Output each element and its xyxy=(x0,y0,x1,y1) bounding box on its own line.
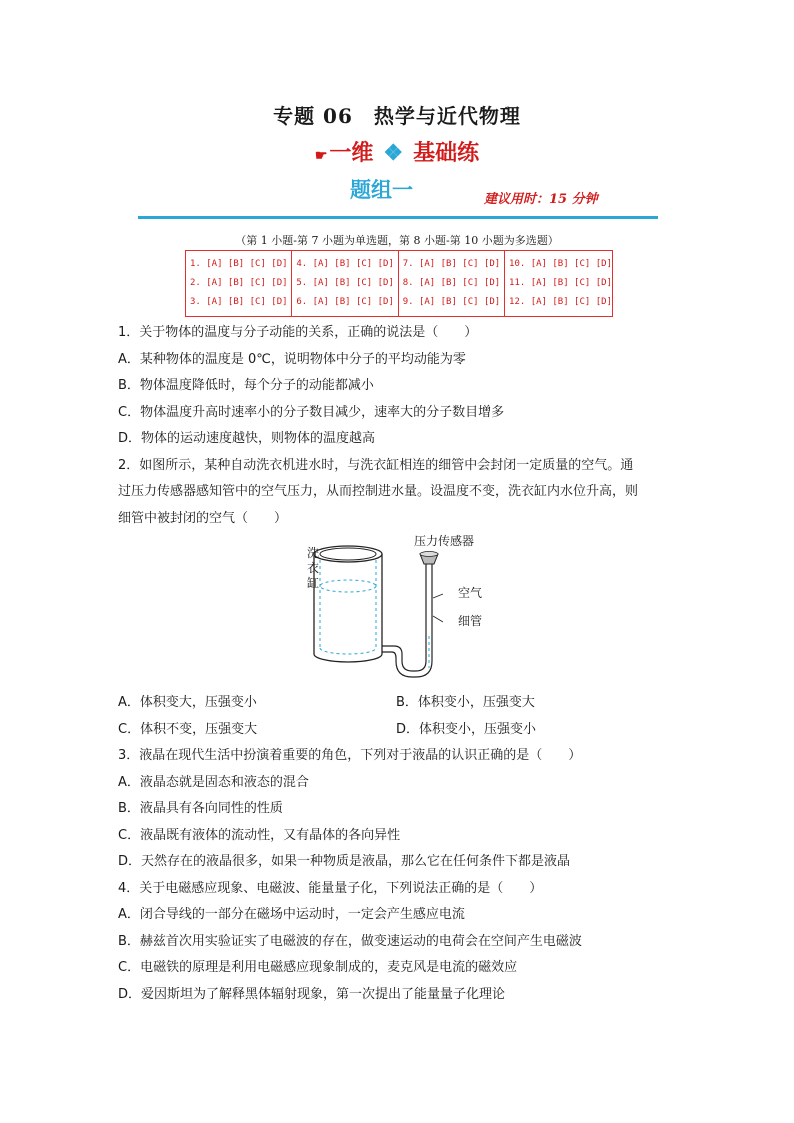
q2-stem-line3: 细管中被封闭的空气（ ） xyxy=(118,510,288,526)
answer-row[interactable]: 11. [A] [B] [C] [D] xyxy=(509,278,612,288)
page-title: 专题 06 热学与近代物理 xyxy=(273,104,521,128)
answer-sheet xyxy=(185,250,613,317)
answer-row[interactable]: 4. [A] [B] [C] [D] xyxy=(296,259,394,269)
header-divider xyxy=(138,216,658,219)
label-air: 空气 xyxy=(458,586,483,600)
q4-option-b: B．赫兹首次用实验证实了电磁波的存在，做变速运动的电荷会在空间产生电磁波 xyxy=(118,933,582,949)
answer-row[interactable]: 10. [A] [B] [C] [D] xyxy=(509,259,612,269)
q3-option-c: C．液晶既有液体的流动性，又有晶体的各向异性 xyxy=(118,827,401,843)
q1-option-d: D．物体的运动速度越快，则物体的温度越高 xyxy=(118,431,376,446)
label-pressure-sensor: 压力传感器 xyxy=(414,534,475,548)
subtitle-left: 一维 xyxy=(329,140,374,166)
answer-column xyxy=(292,251,398,316)
answer-row[interactable]: 7. [A] [B] [C] [D] xyxy=(402,259,501,269)
answer-row[interactable]: 8. [A] [B] [C] [D] xyxy=(402,278,501,288)
q1-option-c: C．物体温度升高时速率小的分子数目减少，速率大的分子数目增多 xyxy=(118,404,505,420)
q2-options-row1 xyxy=(118,690,688,717)
subtitle-right: 基础练 xyxy=(413,140,480,166)
answer-row[interactable]: 6. [A] [B] [C] [D] xyxy=(296,297,394,307)
q1-stem: 1．关于物体的温度与分子动能的关系，正确的说法是（ ） xyxy=(118,325,478,340)
pointing-hand-icon: ☛ xyxy=(314,148,328,164)
washing-machine-figure xyxy=(118,536,688,686)
answer-column xyxy=(186,251,292,316)
answer-sheet-note: （第 1 小题-第 7 小题为单选题，第 8 小题-第 10 小题为多选题） xyxy=(235,234,559,247)
q2-option-d: D．体积变小，压强变小 xyxy=(396,721,537,737)
q1-option-b: B．物体温度降低时，每个分子的动能都减小 xyxy=(118,378,374,393)
suggested-time: 建议用时：15 分钟 xyxy=(484,192,598,207)
answer-row[interactable]: 2. [A] [B] [C] [D] xyxy=(190,278,288,288)
q4-option-a: A．闭合导线的一部分在磁场中运动时，一定会产生感应电流 xyxy=(118,907,465,922)
label-thin-tube: 细管 xyxy=(458,614,483,628)
q4-stem: 4．关于电磁感应现象、电磁波、能量量子化，下列说法正确的是（ ） xyxy=(118,880,543,896)
q4-option-c: C．电磁铁的原理是利用电磁感应现象制成的，麦克风是电流的磁效应 xyxy=(118,960,518,975)
diamond-icon: ❖ xyxy=(383,140,404,166)
answer-row[interactable]: 5. [A] [B] [C] [D] xyxy=(296,278,394,288)
answer-row[interactable]: 9. [A] [B] [C] [D] xyxy=(402,297,501,307)
answer-column xyxy=(505,251,612,316)
q3-option-d: D．天然存在的液晶很多，如果一种物质是液晶，那么它在任何条件下都是液晶 xyxy=(118,854,571,869)
group-title: 题组一 xyxy=(350,178,413,202)
answer-row[interactable]: 12. [A] [B] [C] [D] xyxy=(509,297,612,307)
q2-stem-line2: 过压力传感器感知管中的空气压力，从而控制进水量。设温度不变，洗衣缸内水位升高，则 xyxy=(118,484,639,499)
q2-options-row2 xyxy=(118,717,688,744)
answer-row[interactable]: 3. [A] [B] [C] [D] xyxy=(190,297,288,307)
questions xyxy=(118,320,688,1008)
q3-option-b: B．液晶具有各向同性的性质 xyxy=(118,801,283,816)
q3-stem: 3．液晶在现代生活中扮演着重要的角色，下列对于液晶的认识正确的是（ ） xyxy=(118,748,582,763)
washing-machine-diagram xyxy=(298,536,518,684)
q2-stem-line1: 2．如图所示，某种自动洗衣机进水时，与洗衣缸相连的细管中会封闭一定质量的空气。通 xyxy=(118,457,634,473)
answer-row[interactable]: 1. [A] [B] [C] [D] xyxy=(190,259,288,269)
label-washing-tub: 洗衣缸 xyxy=(307,546,320,590)
answer-column xyxy=(399,251,505,316)
q4-option-d: D．爱因斯坦为了解释黑体辐射现象，第一次提出了能量量子化理论 xyxy=(118,986,506,1002)
q3-option-a: A．液晶态就是固态和液态的混合 xyxy=(118,774,309,790)
q2-option-a: A．体积变大，压强变小 xyxy=(118,695,257,710)
q2-option-b: B．体积变小，压强变大 xyxy=(396,695,535,710)
q2-option-c: C．体积不变，压强变大 xyxy=(118,721,258,737)
section-subtitle xyxy=(0,136,794,167)
q1-option-a: A．某种物体的温度是 0℃，说明物体中分子的平均动能为零 xyxy=(118,351,466,367)
